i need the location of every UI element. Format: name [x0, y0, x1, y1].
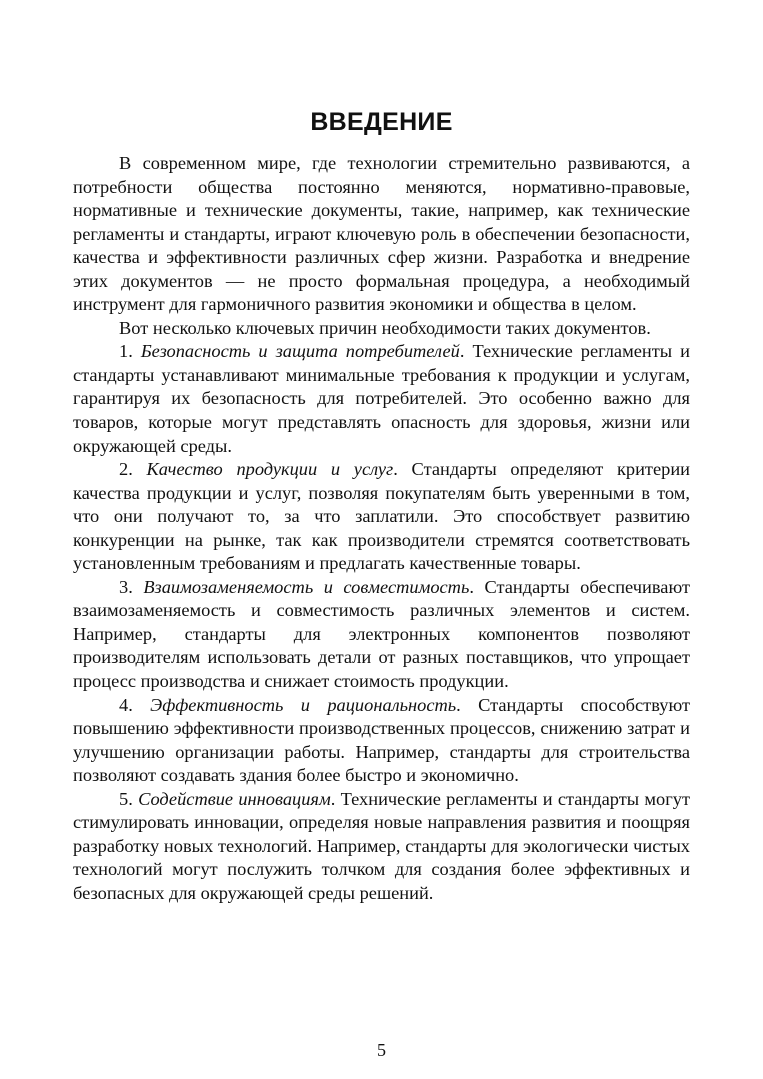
body-text [73, 152, 690, 906]
list-number: 1. [119, 341, 141, 362]
list-number: 4. [119, 694, 151, 715]
italic-term: Эффективность и рациональность [150, 694, 457, 715]
list-number: 2. [119, 459, 147, 480]
italic-term: Качество продукции и услуг [146, 459, 394, 480]
intro-paragraph: В современном мире, где технологии стремительно развиваются, а потребности общества постоянно меняются, нормативно-правовые, нормативные и технические документы, такие, например, как технические регламенты и стандарты, играют ключевую роль в обеспечении безопасности, качества и эффективности различных сфер жизни. Разработка и внедрение этих документов — не просто формальная процедура, а необходимый инструмент для гармоничного развития экономики и общества в целом. [73, 153, 690, 315]
list-number: 5. [119, 788, 139, 809]
reason-quality-paragraph: 2. Качество продукции и услуг. Стандарты определяют критерии качества продукции и услуг, позволяя покупателям быть уверенными в том, что они получают то, за что заплатили. Это способствует развитию конкуренции на рынке, так как производители стремятся соответствовать установленным требованиям и предлагать качественные товары. [73, 459, 691, 574]
italic-term: Безопасность и защита потребителей [140, 341, 460, 362]
reason-safety-paragraph: 1. Безопасность и защита потребителей. Технические регламенты и стандарты устанавливают минимальные требования к продукции и услугам, гарантируя их безопасность для потребителей. Это особенно важно для товаров, которые могут представлять опасность для здоровья, жизни или окружающей среды. [73, 341, 690, 456]
italic-term: Содействие инновациям [138, 788, 331, 809]
reason-innovation-paragraph: 5. Содействие инновациям. Технические регламенты и стандарты могут стимулировать инновации, определяя новые направления развития и поощряя разработку новых технологий. Например, стандарты для экологически чистых технологий могут послужить толчком для создания более эффективных и безопасных для окружающей среды решений. [73, 788, 691, 903]
italic-term: Взаимозаменяемость и совместимость [143, 576, 470, 597]
reason-compatibility-paragraph: 3. Взаимозаменяемость и совместимость. Стандарты обеспечивают взаимозаменяемость и совместимость различных элементов и систем. Например, стандарты для электронных компонентов позволяют производителям использовать детали от разных поставщиков, что упрощает процесс производства и снижает стоимость продукции. [73, 576, 690, 692]
reasons-intro-paragraph: Вот несколько ключевых причин необходимости таких документов. [119, 317, 651, 338]
page-number: 5 [377, 1040, 386, 1060]
page-title: ВВЕДЕНИЕ [310, 108, 453, 136]
list-number: 3. [119, 576, 144, 597]
reason-efficiency-paragraph: 4. Эффективность и рациональность. Стандарты способствуют повышению эффективности производственных процессов, снижению затрат и улучшению организации работы. Например, стандарты для строительства позволяют создавать здания более быстро и экономично. [73, 694, 690, 786]
